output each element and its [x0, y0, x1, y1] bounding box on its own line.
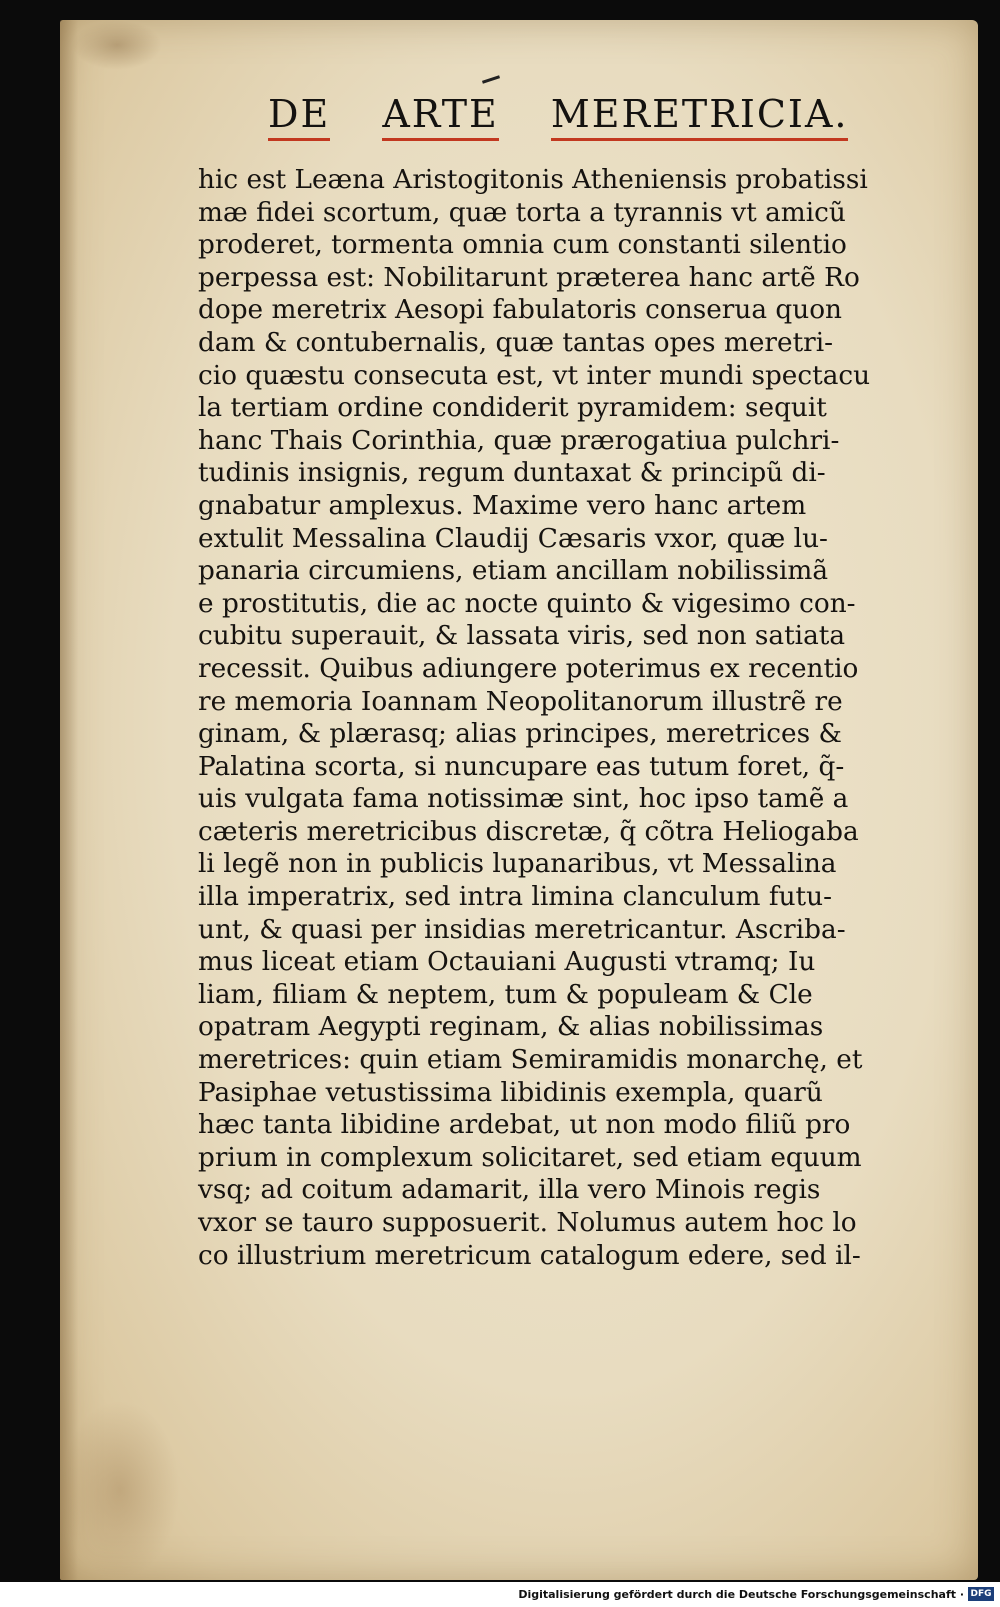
text-line: vsq; ad coitum adamarit, illa vero Minois regis	[198, 1174, 821, 1206]
text-line: gnabatur amplexus. Maxime vero hanc artem	[198, 489, 807, 521]
ink-mark	[482, 75, 500, 83]
text-line: e prostitutis, die ac nocte quinto & vigesimo con-	[198, 587, 856, 619]
text-line: proderet, tormenta omnia cum constanti silentio	[198, 229, 847, 261]
dfg-logo: DFG	[968, 1587, 994, 1601]
text-line: ginam, & plærasq; alias principes, meretrices &	[198, 718, 842, 750]
text-line: meretrices: quin etiam Semiramidis monarchę, et	[198, 1044, 863, 1076]
page-stain	[72, 20, 162, 70]
text-line: recessit. Quibus adiungere poterimus ex recentio	[198, 652, 859, 684]
page-stain	[60, 1400, 180, 1580]
text-line: dam & contubernalis, quæ tantas opes meretri-	[198, 326, 834, 358]
text-line: opatram Aegypti reginam, & alias nobilissimas	[198, 1011, 824, 1043]
text-line: panaria circumiens, etiam ancillam nobilissimã	[198, 555, 829, 587]
text-line: perpessa est: Nobilitarunt præterea hanc artẽ Ro	[198, 261, 860, 293]
text-line: dope meretrix Aesopi fabulatoris conserua quon	[198, 294, 843, 326]
text-line: hic est Leæna Aristogitonis Atheniensis probatissi	[198, 164, 868, 195]
body-text	[198, 164, 938, 1272]
text-line: uis vulgata fama notissimæ sint, hoc ipso tamẽ a	[198, 783, 849, 815]
text-line: mus liceat etiam Octauiani Augusti vtramq; Iu	[198, 946, 816, 978]
text-line: hanc Thais Corinthia, quæ prærogatiua pulchri-	[198, 424, 840, 456]
text-line: li legẽ non in publicis lupanaribus, vt Messalina	[198, 848, 837, 880]
text-line: illa imperatrix, sed intra limina clanculum futu-	[198, 881, 832, 913]
footer-credit: Digitalisierung gefördert durch die Deutsche Forschungsgemeinschaft ·	[518, 1588, 964, 1601]
running-head-word: DE	[268, 92, 330, 136]
text-line: cio quæstu consecuta est, vt inter mundi spectacu	[198, 359, 871, 391]
text-line: extulit Messalina Claudij Cæsaris vxor, quæ lu-	[198, 522, 828, 554]
text-line: cubitu superauit, & lassata viris, sed non satiata	[198, 620, 846, 652]
text-line: Palatina scorta, si nuncupare eas tutum foret, q̃-	[198, 750, 845, 782]
text-line: liam, filiam & neptem, tum & populeam & Cle	[198, 978, 813, 1010]
text-line: co illustrium meretricum catalogum edere, sed il-	[198, 1239, 861, 1271]
text-line: la tertiam ordine condiderit pyramidem: sequit	[198, 392, 827, 424]
running-head-word: MERETRICIA.	[551, 92, 849, 136]
text-line: mæ fidei scortum, quæ torta a tyrannis vt amicũ	[198, 196, 846, 228]
running-head-word: ARTE	[382, 92, 498, 136]
text-line: tudinis insignis, regum duntaxat & principũ di-	[198, 457, 826, 489]
text-line: Pasiphae vetustissima libidinis exempla, quarũ	[198, 1076, 823, 1108]
text-line: re memoria Ioannam Neopolitanorum illustrẽ re	[198, 685, 843, 717]
text-line: vxor se tauro supposuerit. Nolumus autem hoc lo	[198, 1207, 857, 1238]
text-line: unt, & quasi per insidias meretricantur. Ascriba-	[198, 913, 846, 945]
text-line: prium in complexum solicitaret, sed etiam equum	[198, 1141, 862, 1173]
text-line: hæc tanta libidine ardebat, ut non modo filiũ pro	[198, 1109, 851, 1141]
footer-bar	[0, 1582, 1000, 1607]
text-line: cæteris meretricibus discretæ, q̃ cõtra Heliogaba	[198, 815, 859, 847]
running-head	[268, 92, 868, 152]
